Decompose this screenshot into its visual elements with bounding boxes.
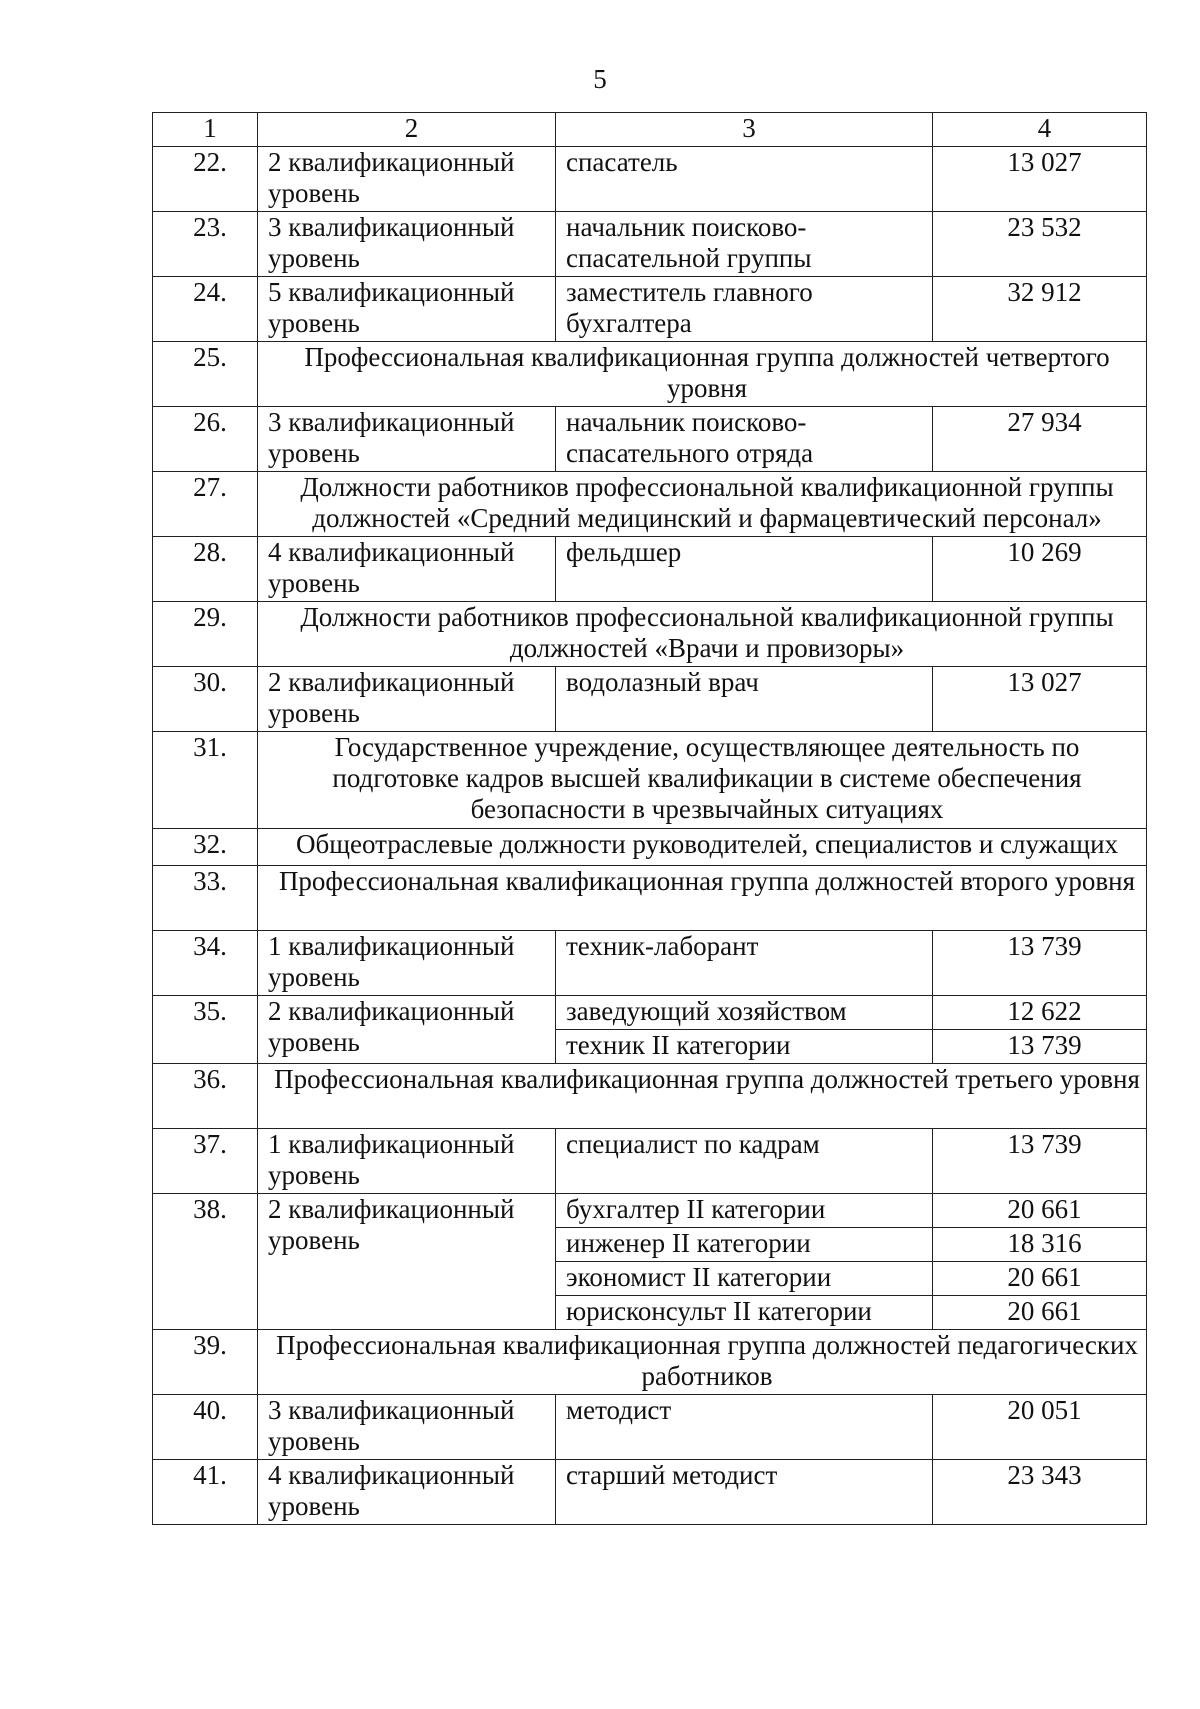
position-name: юрисконсульт II категории <box>556 1296 933 1330</box>
row-number: 38. <box>153 1194 258 1330</box>
row-number: 34. <box>153 931 258 996</box>
group-header-row <box>153 342 1147 407</box>
salary-value: 10 269 <box>933 537 1147 602</box>
group-header-row <box>153 1330 1147 1395</box>
qualification-level: 3 квалификационный уровень <box>258 1395 556 1460</box>
position-name: старший методист <box>556 1460 933 1525</box>
row-number: 30. <box>153 667 258 732</box>
group-header-row <box>153 1064 1147 1129</box>
table-row <box>153 931 1147 996</box>
row-number: 24. <box>153 277 258 342</box>
header-cell: 3 <box>556 113 933 147</box>
table-row <box>153 1129 1147 1194</box>
table-row <box>153 277 1147 342</box>
row-number: 27. <box>153 472 258 537</box>
table-row <box>153 1194 1147 1228</box>
row-number: 22. <box>153 147 258 212</box>
salary-value: 23 343 <box>933 1460 1147 1525</box>
table-row <box>153 667 1147 732</box>
qualification-level: 1 квалификационный уровень <box>258 1129 556 1194</box>
group-title: Государственное учреждение, осуществляющее деятельность по подготовке кадров высшей квалификации в системе обеспечения безопасности в чрезвычайных ситуациях <box>258 732 1147 829</box>
row-number: 36. <box>153 1064 258 1129</box>
position-name: техник II категории <box>556 1030 933 1064</box>
group-title: Профессиональная квалификационная группа должностей четвертого уровня <box>258 342 1147 407</box>
position-name: спасатель <box>556 147 933 212</box>
qualification-level: 4 квалификационный уровень <box>258 537 556 602</box>
position-name: специалист по кадрам <box>556 1129 933 1194</box>
row-number: 32. <box>153 829 258 866</box>
group-header-row <box>153 732 1147 829</box>
group-title: Должности работников профессиональной квалификационной группы должностей «Средний медицинский и фармацевтический персонал» <box>258 472 1147 537</box>
group-header-row <box>153 472 1147 537</box>
position-name: экономист II категории <box>556 1262 933 1296</box>
group-title: Профессиональная квалификационная группа должностей педагогических работников <box>258 1330 1147 1395</box>
row-number: 33. <box>153 866 258 931</box>
salary-table <box>152 112 1147 1525</box>
salary-value: 23 532 <box>933 212 1147 277</box>
position-name: начальник поисково-спасательной группы <box>556 212 933 277</box>
row-number: 31. <box>153 732 258 829</box>
row-number: 25. <box>153 342 258 407</box>
row-number: 35. <box>153 996 258 1064</box>
table-row <box>153 537 1147 602</box>
group-header-row <box>153 866 1147 931</box>
salary-value: 13 739 <box>933 1129 1147 1194</box>
salary-value: 13 739 <box>933 931 1147 996</box>
row-number: 40. <box>153 1395 258 1460</box>
qualification-level: 4 квалификационный уровень <box>258 1460 556 1525</box>
salary-value: 18 316 <box>933 1228 1147 1262</box>
salary-value: 13 027 <box>933 147 1147 212</box>
header-cell: 2 <box>258 113 556 147</box>
row-number: 23. <box>153 212 258 277</box>
row-number: 39. <box>153 1330 258 1395</box>
position-name: инженер II категории <box>556 1228 933 1262</box>
qualification-level: 2 квалификационный уровень <box>258 147 556 212</box>
qualification-level: 3 квалификационный уровень <box>258 407 556 472</box>
position-name: заместитель главного бухгалтера <box>556 277 933 342</box>
table-row <box>153 1395 1147 1460</box>
group-title: Профессиональная квалификационная группа должностей третьего уровня <box>258 1064 1147 1129</box>
qualification-level: 1 квалификационный уровень <box>258 931 556 996</box>
group-header-row <box>153 602 1147 667</box>
position-name: бухгалтер II категории <box>556 1194 933 1228</box>
qualification-level: 5 квалификационный уровень <box>258 277 556 342</box>
row-number: 28. <box>153 537 258 602</box>
salary-value: 13 739 <box>933 1030 1147 1064</box>
qualification-level: 2 квалификационный уровень <box>258 996 556 1064</box>
qualification-level: 3 квалификационный уровень <box>258 212 556 277</box>
group-title: Должности работников профессиональной квалификационной группы должностей «Врачи и провизоры» <box>258 602 1147 667</box>
salary-value: 20 661 <box>933 1296 1147 1330</box>
position-name: заведующий хозяйством <box>556 996 933 1030</box>
salary-value: 20 051 <box>933 1395 1147 1460</box>
salary-value: 12 622 <box>933 996 1147 1030</box>
qualification-level: 2 квалификационный уровень <box>258 1194 556 1330</box>
table-row <box>153 1460 1147 1525</box>
position-name: техник-лаборант <box>556 931 933 996</box>
header-cell: 4 <box>933 113 1147 147</box>
position-name: начальник поисково-спасательного отряда <box>556 407 933 472</box>
salary-value: 20 661 <box>933 1262 1147 1296</box>
salary-value: 13 027 <box>933 667 1147 732</box>
position-name: фельдшер <box>556 537 933 602</box>
salary-value: 20 661 <box>933 1194 1147 1228</box>
table-header-row <box>153 113 1147 147</box>
row-number: 41. <box>153 1460 258 1525</box>
group-title: Профессиональная квалификационная группа должностей второго уровня <box>258 866 1147 931</box>
table-row <box>153 407 1147 472</box>
header-cell: 1 <box>153 113 258 147</box>
salary-value: 27 934 <box>933 407 1147 472</box>
group-header-row <box>153 829 1147 866</box>
row-number: 37. <box>153 1129 258 1194</box>
salary-value: 32 912 <box>933 277 1147 342</box>
group-title: Общеотраслевые должности руководителей, специалистов и служащих <box>258 829 1147 866</box>
table-row <box>153 212 1147 277</box>
row-number: 29. <box>153 602 258 667</box>
table-row <box>153 996 1147 1030</box>
table-row <box>153 147 1147 212</box>
page-number: 5 <box>593 64 607 94</box>
position-name: методист <box>556 1395 933 1460</box>
position-name: водолазный врач <box>556 667 933 732</box>
row-number: 26. <box>153 407 258 472</box>
qualification-level: 2 квалификационный уровень <box>258 667 556 732</box>
